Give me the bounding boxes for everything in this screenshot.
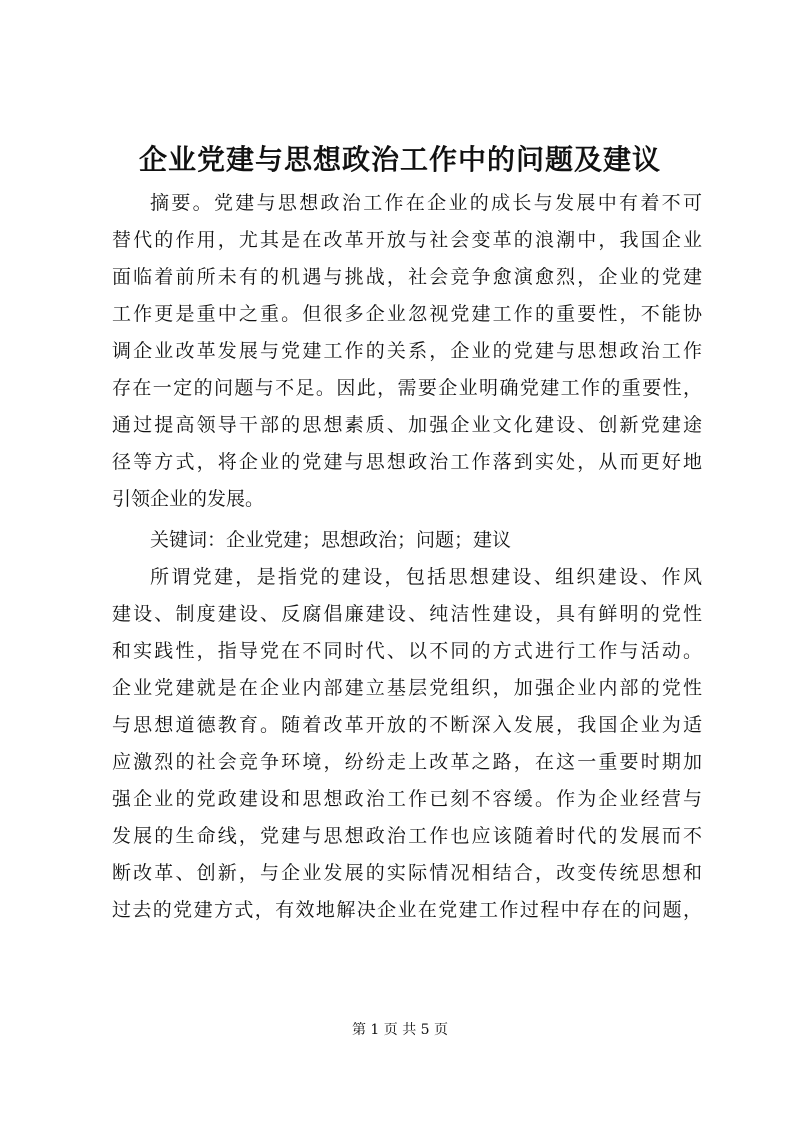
abstract-line: 面临着前所未有的机遇与挑战，社会竞争愈演愈烈，企业的党建	[112, 266, 702, 288]
page-footer: 第 1 页 共 5 页	[351, 1022, 449, 1038]
abstract-line: 存在一定的问题与不足。因此，需要企业明确党建工作的重要性，	[112, 377, 702, 399]
body-line: 企业党建就是在企业内部建立基层党组织，加强企业内部的党性	[112, 677, 702, 699]
document-title: 企业党建与思想政治工作中的问题及建议	[138, 143, 661, 176]
body-line: 断改革、创新，与企业发展的实际情况相结合，改变传统思想和	[112, 862, 702, 884]
abstract-line: 替代的作用，尤其是在改革开放与社会变革的浪潮中，我国企业	[112, 229, 702, 251]
abstract-line: 径等方式，将企业的党建与思想政治工作落到实处，从而更好地	[112, 451, 702, 473]
abstract-line: 摘要。党建与思想政治工作在企业的成长与发展中有着不可	[150, 192, 702, 214]
body-line: 所谓党建，是指党的建设，包括思想建设、组织建设、作风	[150, 566, 702, 588]
abstract-line: 引领企业的发展。	[112, 488, 265, 510]
body-line: 发展的生命线，党建与思想政治工作也应该随着时代的发展而不	[112, 825, 702, 847]
keywords-line: 关键词：企业党建；思想政治；问题；建议	[150, 529, 512, 551]
abstract-line: 通过提高领导干部的思想素质、加强企业文化建设、创新党建途	[112, 414, 702, 436]
body-line: 强企业的党政建设和思想政治工作已刻不容缓。作为企业经营与	[112, 788, 702, 810]
body-line: 与思想道德教育。随着改革开放的不断深入发展，我国企业为适	[112, 714, 702, 736]
abstract-line: 调企业改革发展与党建工作的关系，企业的党建与思想政治工作	[112, 340, 702, 362]
document-body	[112, 185, 702, 929]
body-line: 过去的党建方式，有效地解决企业在党建工作过程中存在的问题，	[112, 899, 702, 921]
body-line: 应激烈的社会竞争环境，纷纷走上改革之路，在这一重要时期加	[112, 751, 702, 773]
body-line: 和实践性，指导党在不同时代、以不同的方式进行工作与活动。	[112, 640, 702, 662]
body-line: 建设、制度建设、反腐倡廉建设、纯洁性建设，具有鲜明的党性	[112, 603, 702, 625]
abstract-line: 工作更是重中之重。但很多企业忽视党建工作的重要性，不能协	[112, 303, 702, 325]
